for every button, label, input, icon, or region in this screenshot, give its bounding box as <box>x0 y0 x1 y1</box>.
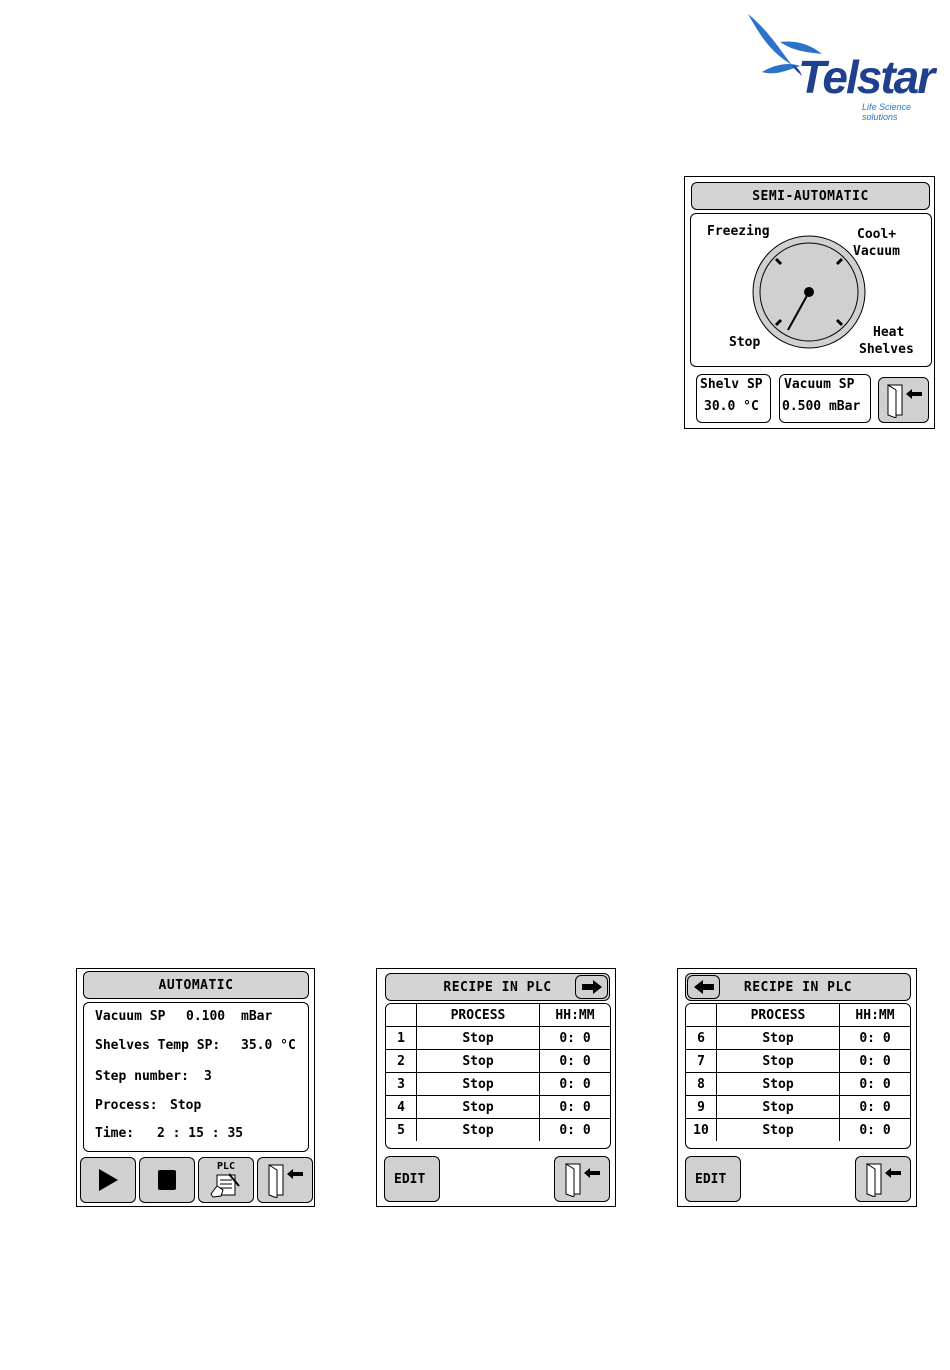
table-row[interactable] <box>686 1096 910 1119</box>
play-icon <box>96 1168 120 1192</box>
freezing-label[interactable]: Freezing <box>707 224 770 239</box>
time-header: HH:MM <box>840 1004 911 1027</box>
table-row[interactable] <box>386 1096 610 1119</box>
vacuum-sp-label: Vacuum SP <box>784 377 855 392</box>
recipe-screen-1 <box>376 968 616 1207</box>
step-number: 4 <box>386 1096 417 1119</box>
automatic-exit-button[interactable] <box>257 1157 313 1203</box>
time-cell: 0: 0 <box>840 1073 911 1096</box>
table-row[interactable] <box>386 1119 610 1142</box>
edit-label: EDIT <box>394 1171 426 1187</box>
recipe-exit-button-2[interactable] <box>855 1156 911 1202</box>
step-number-value: 3 <box>204 1069 212 1084</box>
vacuum-sp-value: 0.500 mBar <box>782 399 861 414</box>
vacuum-sp-label: Vacuum SP <box>95 1009 166 1024</box>
time-header: HH:MM <box>540 1004 611 1027</box>
shelv-sp-value: 30.0 °C <box>704 399 759 414</box>
shelves-temp-label: Shelves Temp SP: <box>95 1038 221 1053</box>
cool-vacuum-label-1[interactable]: Cool+ <box>857 227 897 242</box>
step-number-label: Step number: <box>95 1069 189 1084</box>
exit-door-icon <box>562 1161 602 1197</box>
arrow-left-icon <box>693 979 715 995</box>
semi-automatic-screen <box>684 176 935 429</box>
process-cell: Stop <box>417 1096 540 1119</box>
shelv-sp-label: Shelv SP <box>700 377 763 392</box>
logo-wordmark: Telstar <box>798 51 934 103</box>
shelv-sp-button[interactable] <box>696 374 771 423</box>
exit-door-icon <box>265 1162 305 1198</box>
table-row[interactable] <box>386 1073 610 1096</box>
recipe-exit-button-1[interactable] <box>554 1156 610 1202</box>
process-value: Stop <box>170 1098 202 1113</box>
step-number: 5 <box>386 1119 417 1142</box>
logo-tagline: Life Science solutions <box>862 102 912 122</box>
process-header: PROCESS <box>417 1004 540 1027</box>
semi-exit-button[interactable] <box>878 377 929 423</box>
plc-hand-document-icon <box>209 1172 243 1198</box>
process-label: Process: <box>95 1098 158 1113</box>
automatic-screen <box>76 968 315 1207</box>
step-number: 7 <box>686 1050 717 1073</box>
mode-selector-box <box>690 213 932 367</box>
step-number: 8 <box>686 1073 717 1096</box>
process-cell: Stop <box>717 1096 840 1119</box>
process-cell: Stop <box>417 1050 540 1073</box>
arrow-right-icon <box>581 979 603 995</box>
step-number: 2 <box>386 1050 417 1073</box>
edit-label: EDIT <box>695 1171 727 1187</box>
telstar-logo <box>740 10 945 122</box>
automatic-info-box <box>83 1002 309 1152</box>
semi-title: SEMI-AUTOMATIC <box>691 182 930 210</box>
table-row[interactable] <box>686 1027 910 1050</box>
vacuum-sp-unit: mBar <box>241 1009 273 1024</box>
table-row[interactable] <box>686 1050 910 1073</box>
step-number: 10 <box>686 1119 717 1142</box>
vacuum-sp-value: 0.100 <box>186 1009 226 1024</box>
time-cell: 0: 0 <box>840 1050 911 1073</box>
recipe-table-box-1 <box>385 1003 611 1149</box>
table-row[interactable] <box>686 1119 910 1142</box>
previous-page-button[interactable] <box>687 975 720 999</box>
vacuum-sp-button[interactable] <box>779 374 871 423</box>
recipe-title-2: RECIPE IN PLC <box>685 973 911 1001</box>
step-number: 3 <box>386 1073 417 1096</box>
process-cell: Stop <box>417 1119 540 1142</box>
time-label: Time: <box>95 1126 135 1141</box>
next-page-button[interactable] <box>575 975 608 999</box>
recipe-screen-2 <box>677 968 917 1207</box>
step-number: 6 <box>686 1027 717 1050</box>
heat-shelves-label-2[interactable]: Shelves <box>859 342 914 357</box>
process-cell: Stop <box>717 1027 840 1050</box>
process-cell: Stop <box>717 1073 840 1096</box>
plc-label: PLC <box>216 1161 236 1172</box>
time-cell: 0: 0 <box>540 1073 611 1096</box>
process-cell: Stop <box>417 1027 540 1050</box>
step-number: 1 <box>386 1027 417 1050</box>
time-cell: 0: 0 <box>540 1050 611 1073</box>
exit-door-icon <box>863 1161 903 1197</box>
time-cell: 0: 0 <box>840 1027 911 1050</box>
recipe-table-1 <box>386 1004 610 1141</box>
mode-selector-dial-icon[interactable] <box>749 232 869 352</box>
step-number: 9 <box>686 1096 717 1119</box>
process-cell: Stop <box>717 1050 840 1073</box>
recipe-title-1: RECIPE IN PLC <box>385 973 610 1001</box>
time-cell: 0: 0 <box>540 1027 611 1050</box>
process-header: PROCESS <box>717 1004 840 1027</box>
edit-button[interactable] <box>384 1156 440 1202</box>
plc-button[interactable] <box>198 1157 254 1203</box>
table-row[interactable] <box>686 1073 910 1096</box>
cool-vacuum-label-2[interactable]: Vacuum <box>853 244 900 259</box>
exit-door-icon <box>884 382 924 418</box>
process-cell: Stop <box>417 1073 540 1096</box>
shelves-temp-value: 35.0 °C <box>241 1038 296 1053</box>
stop-button[interactable] <box>139 1157 195 1203</box>
recipe-table-2 <box>686 1004 910 1141</box>
process-cell: Stop <box>717 1119 840 1142</box>
time-cell: 0: 0 <box>540 1096 611 1119</box>
heat-shelves-label-1[interactable]: Heat <box>873 325 905 340</box>
automatic-title: AUTOMATIC <box>83 971 309 999</box>
time-cell: 0: 0 <box>840 1096 911 1119</box>
stop-icon <box>157 1169 177 1191</box>
stop-label[interactable]: Stop <box>729 335 761 350</box>
time-cell: 0: 0 <box>540 1119 611 1142</box>
time-cell: 0: 0 <box>840 1119 911 1142</box>
table-row[interactable] <box>386 1027 610 1050</box>
time-value: 2 : 15 : 35 <box>157 1126 244 1141</box>
recipe-table-box-2 <box>685 1003 911 1149</box>
edit-button[interactable] <box>685 1156 741 1202</box>
play-button[interactable] <box>80 1157 136 1203</box>
table-row[interactable] <box>386 1050 610 1073</box>
